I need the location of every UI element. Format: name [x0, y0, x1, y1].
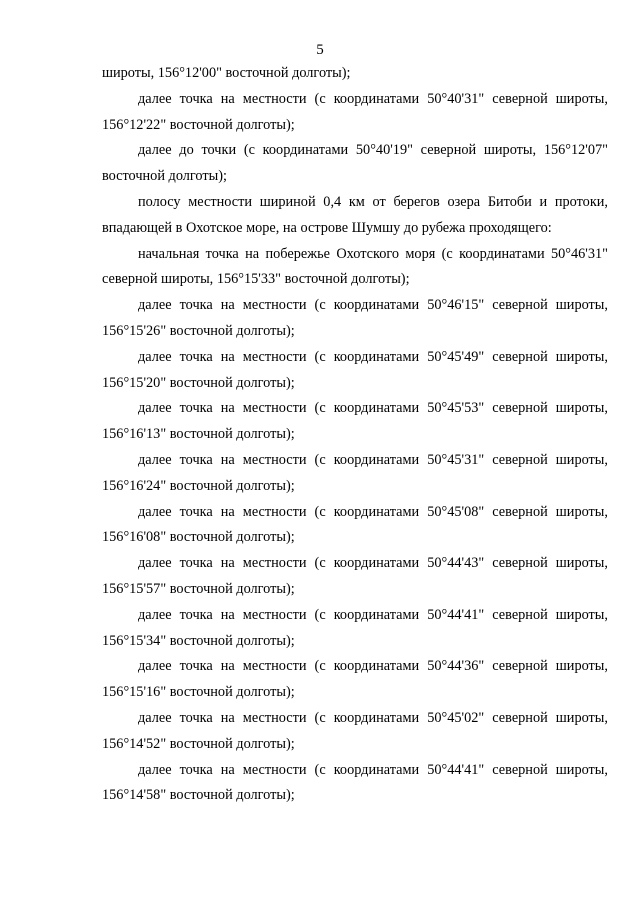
- paragraph: начальная точка на побережье Охотского моря (с координатами 50°46'31" северной широты, 156°15'33" восточной долготы);: [102, 245, 608, 288]
- paragraph: далее точка на местности (с координатами 50°46'15" северной широты, 156°15'26" восточной долготы);: [102, 297, 608, 339]
- paragraph: далее точка на местности (с координатами 50°45'31" северной широты, 156°16'24" восточной долготы);: [102, 451, 608, 494]
- paragraph: далее точка на местности (с координатами 50°45'02" северной широты, 156°14'52" восточной долготы);: [102, 709, 608, 752]
- paragraph: полосу местности шириной 0,4 км от берегов озера Битоби и протоки, впадающей в Охотское море, на острове Шумшу до рубежа проходящего:: [102, 193, 608, 236]
- paragraph: широты, 156°12'00" восточной долготы);: [102, 65, 351, 81]
- paragraph: далее точка на местности (с координатами 50°45'08" северной широты, 156°16'08" восточной долготы);: [102, 503, 608, 546]
- paragraph: далее точка на местности (с координатами 50°44'41" северной широты, 156°15'34" восточной долготы);: [102, 606, 608, 649]
- paragraph: далее точка на местности (с координатами 50°45'53" северной широты, 156°16'13" восточной долготы);: [102, 400, 608, 443]
- paragraph: далее точка на местности (с координатами 50°44'36" северной широты, 156°15'16" восточной долготы);: [102, 658, 608, 701]
- paragraph: далее до точки (с координатами 50°40'19" северной широты, 156°12'07" восточной долготы);: [102, 142, 608, 185]
- document-body: [102, 61, 608, 809]
- paragraph: далее точка на местности (с координатами 50°44'43" северной широты, 156°15'57" восточной долготы);: [102, 555, 608, 597]
- paragraph: далее точка на местности (с координатами 50°40'31" северной широты, 156°12'22" восточной долготы);: [102, 90, 608, 133]
- paragraph: далее точка на местности (с координатами 50°44'41" северной широты, 156°14'58" восточной долготы);: [102, 761, 608, 804]
- paragraph: далее точка на местности (с координатами 50°45'49" северной широты, 156°15'20" восточной долготы);: [102, 348, 608, 391]
- page-number: 5: [316, 42, 324, 58]
